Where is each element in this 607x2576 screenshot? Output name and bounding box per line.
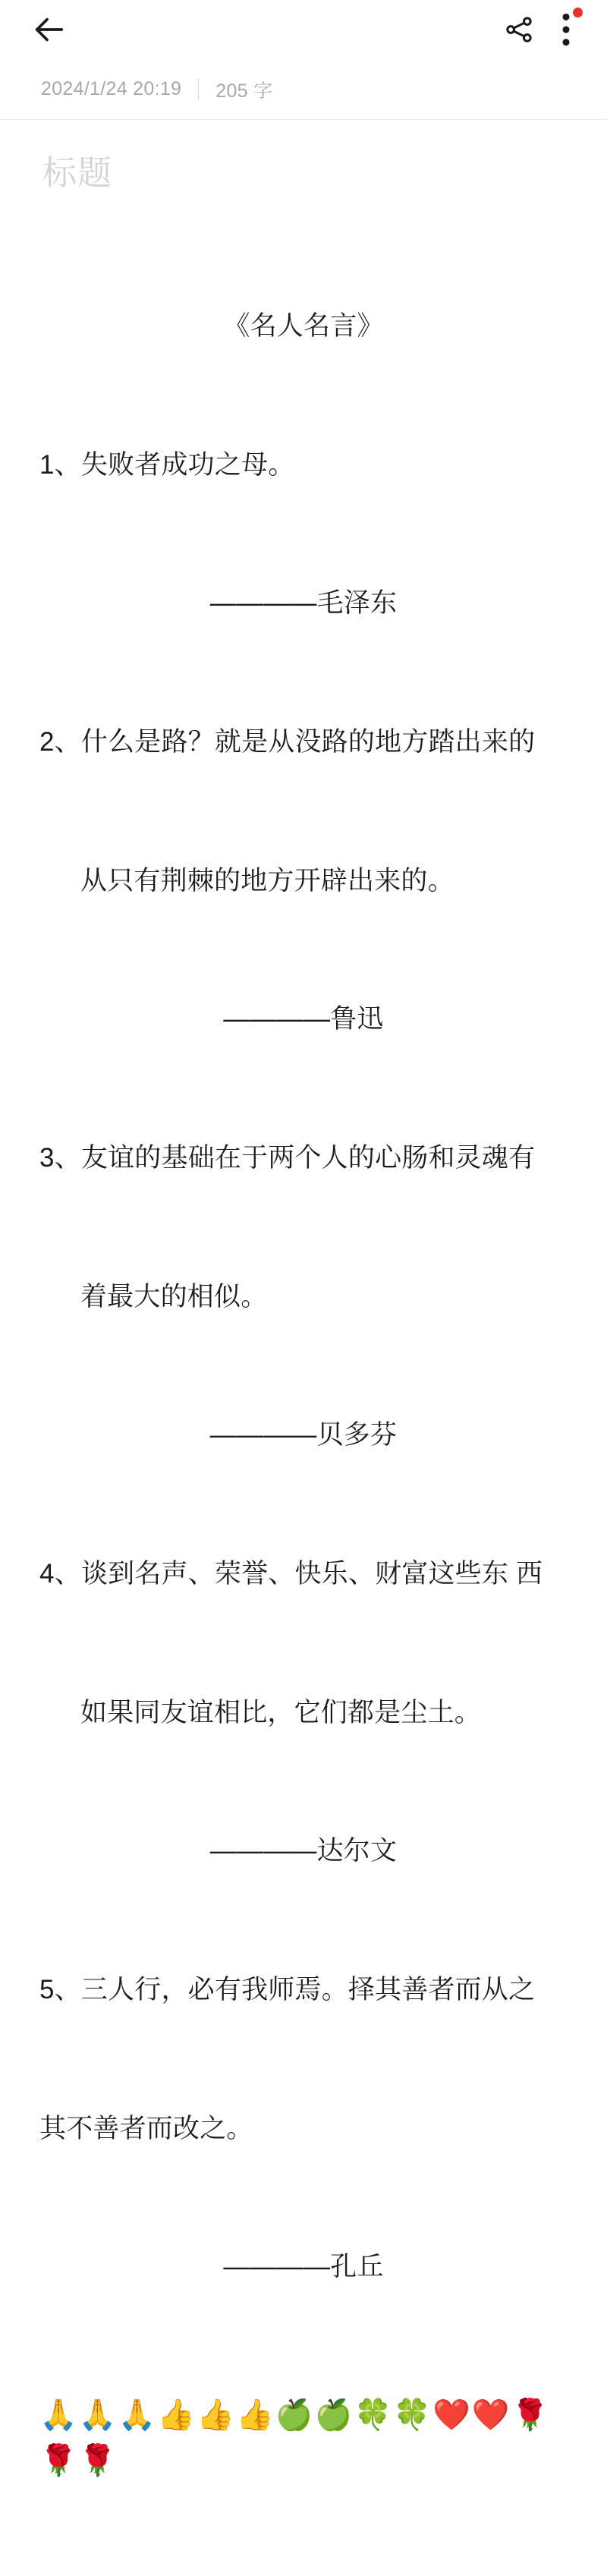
note-emoji-line: 🙏🙏🙏👍👍👍🍏🍏🍀🍀❤️❤️🌹🌹🌹 bbox=[39, 2398, 551, 2479]
meta-divider bbox=[198, 79, 199, 100]
note-line: ————达尔文 bbox=[209, 1836, 398, 1866]
note-line: 1、失败者成功之母。 bbox=[39, 449, 295, 480]
note-line: 《名人名言》 bbox=[223, 311, 384, 342]
note-line: 2、什么是路？就是从没路的地方踏出来的 bbox=[39, 727, 536, 757]
note-line: 其不善者而改之。 bbox=[39, 2113, 253, 2143]
note-word-count: 205 字 bbox=[215, 80, 273, 102]
note-line: ————毛泽东 bbox=[209, 588, 398, 619]
back-arrow-icon[interactable] bbox=[23, 4, 74, 55]
more-vertical-icon[interactable] bbox=[545, 4, 587, 55]
note-line: 5、三人行，必有我师焉。择其善者而从之 bbox=[39, 1975, 536, 2005]
note-line: 4、谈到名声、荣誉、快乐、财富这些东 西 bbox=[39, 1559, 543, 1589]
note-line: 从只有荆棘的地方开辟出来的。 bbox=[80, 865, 454, 896]
share-icon[interactable] bbox=[493, 4, 545, 55]
note-body-text[interactable] bbox=[39, 211, 568, 2576]
note-line: 如果同友谊相比，它们都是尘土。 bbox=[80, 1697, 482, 1727]
note-content-area[interactable] bbox=[0, 120, 607, 2576]
notification-badge-dot bbox=[573, 8, 583, 17]
note-timestamp: 2024/1/24 20:19 bbox=[41, 78, 182, 99]
note-line: 3、友谊的基础在于两个人的心肠和灵魂有 bbox=[39, 1143, 536, 1173]
note-title-input[interactable]: 标题 bbox=[42, 153, 113, 192]
note-meta-row bbox=[0, 59, 607, 120]
note-line: 着最大的相似。 bbox=[80, 1281, 268, 1312]
note-line: ————孔丘 bbox=[223, 2252, 384, 2282]
note-line: ————鲁迅 bbox=[223, 1004, 384, 1034]
note-line: ————贝多芬 bbox=[209, 1420, 398, 1450]
top-app-bar bbox=[0, 0, 607, 59]
